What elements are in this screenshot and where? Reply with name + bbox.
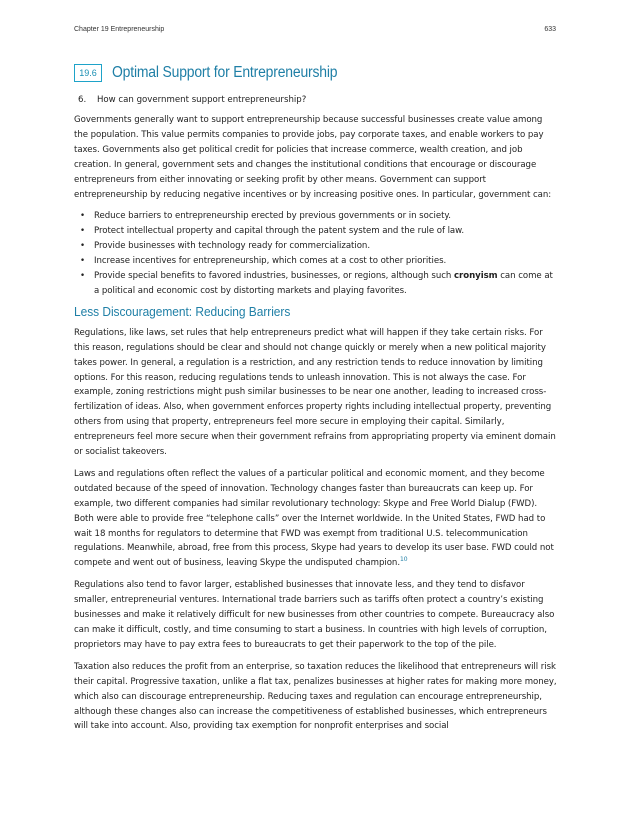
- subsection-title: Less Discouragement: Reducing Barriers: [74, 303, 291, 319]
- intro-paragraph: Governments generally want to support entrepreneurship because successful businesses create value among the population. This value permits companies to provide jobs, pay corporate taxes, and enable workers to pay taxes. Governments also get political credit for policies that increase commerce, wealth creation, and job creation. In general, government sets and changes the institutional conditions that encourage or discourage entrepreneurs from either innovating or seeking profit by other means. Government can support entrepreneurship by reducing negative incentives or by increasing positive ones. In particular, government can:: [74, 115, 552, 200]
- list-item: • Provide businesses with technology ready for commercialization.: [74, 239, 558, 254]
- list-item-text: Provide special benefits to favored industries, businesses, or regions, although such: [94, 271, 454, 282]
- list-item: • Protect intellectual property and capital through the patent system and the rule of law.: [74, 224, 558, 239]
- body-content: [74, 113, 558, 741]
- section-number-badge: 19.6: [74, 64, 102, 82]
- section-heading: [74, 64, 362, 82]
- paragraph: [74, 467, 558, 571]
- key-term-cronyism: cronyism: [453, 271, 498, 282]
- paragraph: Regulations, like laws, set rules that help entrepreneurs predict what will happen if they take certain risks. For this reason, regulations should be clear and should not change quickly or merely when a new political majority takes power. In general, a regulation is a restriction, and any restriction tends to reduce innovation by limiting options. For this reason, reducing regulations tends to unleash innovation. This is not always the case. For example, zoning restrictions might push similar businesses to be near one another, leading to increased cross-fertilization of ideas. Also, when government enforces property rights including intellectual property, preventing others from using that property, entrepreneurs feel more secure in employing their capital. Similarly, entrepreneurs feel more secure when their government refrains from appropriating property via eminent domain or socialist takeovers.: [74, 327, 556, 458]
- page-number: 633: [544, 26, 556, 33]
- list-item-text: can come at a political and economic cost by distorting markets and playing favorites.: [94, 271, 553, 296]
- learning-objective: [78, 95, 306, 105]
- paragraph: Taxation also reduces the profit from an enterprise, so taxation reduces the likelihood that entrepreneurs will risk their capital. Progressive taxation, unlike a flat tax, penalizes businesses at higher rates for making more money, which also can discourage entrepreneurship. Reducing taxes and regulation can encourage entrepreneurship, although these changes also can increase the competitiveness of established businesses, which entrepreneurs will take into account. Also, providing tax exemption for nonprofit enterprises and social: [74, 661, 557, 732]
- running-header: [74, 26, 556, 33]
- chapter-label: Chapter 19 Entrepreneurship: [74, 26, 165, 33]
- list-item: • Increase incentives for entrepreneurship, which comes at a cost to other priorities.: [74, 254, 558, 269]
- section-title: Optimal Support for Entrepreneurship: [112, 64, 338, 81]
- paragraph: Regulations also tend to favor larger, established businesses that innovate less, and they tend to disfavor smaller, entrepreneurial ventures. International trade barriers such as tariffs often protect a country’s existing businesses and make it relatively difficult for new businesses from other countries to compete. Bureaucracy also can make it difficult, costly, and time consuming to start a business. In countries with high levels of corruption, proprietors may have to pay extra fees to bureaucrats to get their paperwork to the top of the pile.: [74, 580, 555, 650]
- list-item: [74, 269, 558, 299]
- learning-objective-text: How can government support entrepreneurship?: [96, 95, 307, 105]
- learning-objective-number: 6.: [78, 95, 87, 105]
- paragraph-text: Laws and regulations often reflect the values of a particular political and economic moment, and they become outdated because of the speed of innovation. Technology changes faster than bureaucrats can keep up. For example, two different companies had similar revolutionary technology: Skype and Free World Dialup (FWD). Both were able to provide free “telephone calls” over the Internet worldwide. In the United States, FWD had to wait 18 months for regulators to determine that FWD was exempt from traditional U.S. telecommunication regulations. Meanwhile, abroad, free from this process, Skype had years to develop its user base. FWD could not compete and went out of business, leaving Skype the undisputed champion.: [74, 468, 554, 569]
- list-item: • Reduce barriers to entrepreneurship erected by previous governments or in society.: [74, 209, 558, 224]
- footnote-link[interactable]: 10: [400, 556, 408, 564]
- support-list: [74, 209, 558, 298]
